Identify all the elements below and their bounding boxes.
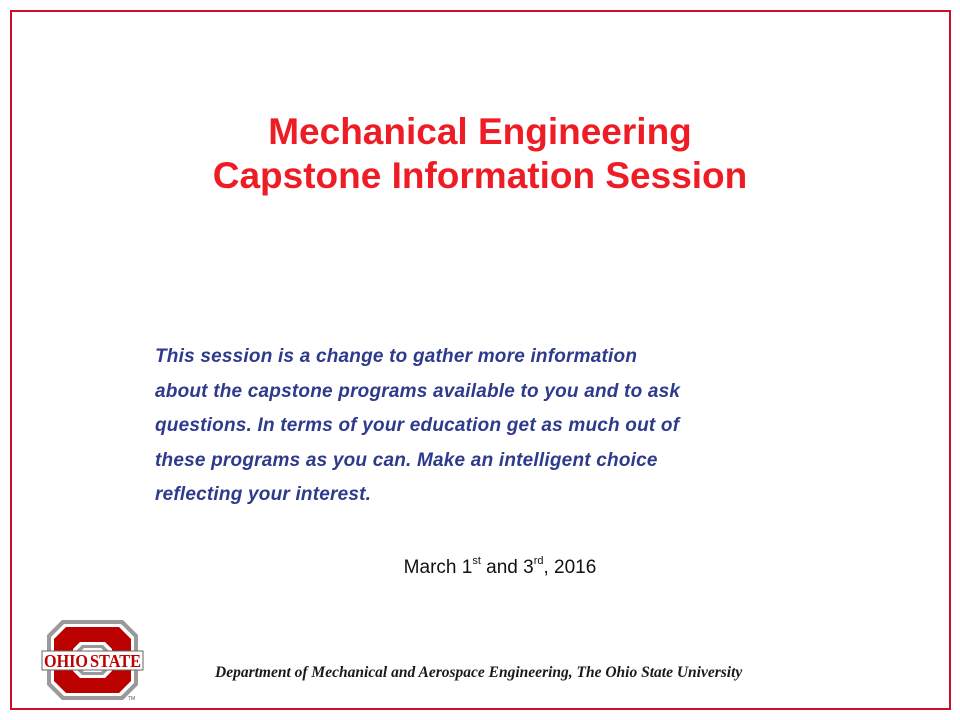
description-line: reflecting your interest.: [155, 484, 372, 505]
title-line-1: Mechanical Engineering: [268, 111, 692, 152]
logo-text-ohio: OHIO: [44, 651, 88, 671]
date-prefix: March 1: [403, 557, 473, 578]
footer-department: Department of Mechanical and Aerospace Engineering, The Ohio State University: [215, 664, 743, 681]
description-line: questions. In terms of your education get as much out of: [155, 415, 680, 436]
date-year: , 2016: [543, 557, 597, 578]
date-middle: and 3: [480, 557, 534, 578]
description-line: these programs as you can. Make an intelligent choice: [155, 449, 658, 471]
session-dates: [0, 557, 960, 579]
session-description: [155, 340, 815, 513]
date-first-suffix: st: [472, 555, 481, 567]
description-line: This session is a change to gather more information: [155, 346, 638, 367]
logo-trademark: TM: [128, 696, 136, 702]
ohio-state-logo: [40, 618, 145, 702]
description-line: about the capstone programs available to you and to ask: [155, 380, 681, 402]
date-second-suffix: rd: [533, 555, 544, 567]
logo-text-state: STATE: [90, 651, 141, 671]
slide-title: [0, 110, 960, 198]
title-line-2: Capstone Information Session: [212, 155, 748, 196]
